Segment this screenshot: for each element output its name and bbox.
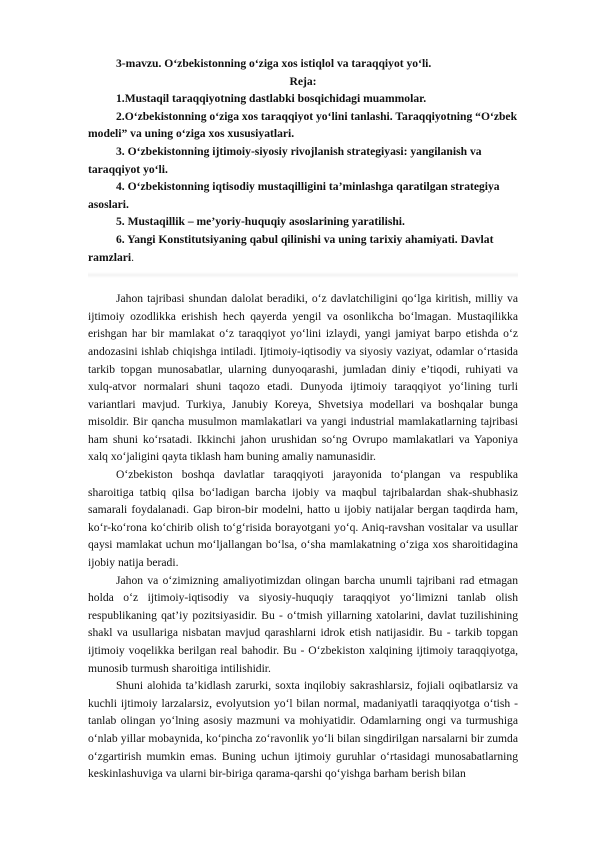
plan-title: Reja: (289, 74, 317, 88)
document-body (88, 290, 518, 783)
plan-item-2: 2.O‘zbekistonning o‘ziga xos taraqqiyot yo‘lini tanlashi. Taraqqiyotning “O‘zbek modeli” va uning o‘ziga xos xususiyatlari. (88, 109, 518, 141)
body-paragraph-2: O‘zbekiston boshqa davlatlar taraqqiyoti jarayonida to‘plangan va respublika sharoitiga tatbiq qilsa bo‘ladigan barcha ijobiy va maqbul tajribalardan shak-shubhasiz samarali foydalanadi. Gap biron-bir modelni, hatto u ijobiy natijalar bergan taqdirda ham, ko‘r-ko‘rona ko‘chirib olish to‘g‘risida borayotgani yo‘q. Aniq-ravshan vositalar va usullar qaysi mamlakat uchun mo‘ljallangan bo‘lsa, o‘sha mamlakatning o‘ziga xos sharoitidagina ijobiy natija beradi. (88, 468, 518, 570)
body-paragraph-4: Shuni alohida ta’kidlash zarurki, soxta inqilobiy sakrashlarsiz, fojiali oqibatlarsiz va kuchli ijtimoiy larzalarsiz, evolyutsion yo‘l bilan normal, madaniyatli taraqqiyotga o‘tish - tanlab olingan yo‘lning asosiy mazmuni va mohiyatidir. Odamlarning ongi va turmushiga o‘nlab yillar mobaynida, ko‘pincha zo‘ravonlik yo‘li bilan singdirilgan narsalarni bir zumda o‘zgartirish mumkin emas. Buning uchun ijtimoiy guruhlar o‘rtasidagi munosabatlarning keskinlashuviga va ularni bir-biriga qarama-qarshi qo‘yishga barham berish bilan (88, 679, 518, 781)
plan-item-4: 4. O‘zbekistonning iqtisodiy mustaqilligini ta’minlashga qaratilgan strategiya asoslari. (88, 180, 500, 211)
document-header (88, 55, 518, 266)
plan-item-6-text: 6. Yangi Konstitutsiyaning qabul qilinishi va uning tarixiy ahamiyati. Davlat ramzlari (88, 232, 494, 264)
plan-end-period: . (131, 250, 135, 264)
plan-item-1: 1.Mustaqil taraqqiyotning dastlabki bosqichidagi muammolar. (116, 92, 427, 106)
plan-item-6 (88, 231, 518, 266)
section-divider (88, 272, 518, 278)
document-page (88, 55, 518, 783)
body-paragraph-3: Jahon va o‘zimizning amaliyotimizdan olingan barcha unumli tajribani rad etmagan holda o‘z ijtimoiy-iqtisodiy va siyosiy-huquqiy taraqqiyot yo‘limizni tanlab olish respublikaning qat’iy pozitsiyasidir. Bu - o‘tmish yillarning xatolarini, davlat tuzilishining shakl va usullariga nisbatan mavjud qarashlarni idrok etish natijasidir. Bu - tarkib topgan ijtimoiy voqelikka berilgan real bahodir. Bu - O‘zbekiston xalqining ijtimoiy taraqqiyotga, munosib turmush sharoitiga intilishidir. (88, 573, 518, 675)
body-paragraph-1: Jahon tajribasi shundan dalolat beradiki, o‘z davlatchiligini qo‘lga kiritish, milliy va ijtimoiy ozodlikka erishish hech qayerda yengil va osonlikcha bo‘lmagan. Mustaqilikka erishgan har bir mamlakat o‘z taraqqiyot yo‘lini izlaydi, yangi jamiyat barpo etishda o‘z andozasini ishlab chiqishga intiladi. Ijtimoiy-iqtisodiy va siyosiy vaziyat, odamlar o‘rtasida tarkib topgan munosabatlar, ularning dunyoqarashi, jumladan diniy e’tiqodi, ruhiyati va xulq-atvor normalari shuni taqozo etadi. Dunyoda ijtimoiy taraqqiyot yo‘lining turli variantlari mavjud. Turkiya, Janubiy Koreya, Shvetsiya modellari va boshqalar bunga misoldir. Bir qancha musulmon mamlakatlari va yangi industrial mamlakatlarning tajribasi ham shuni ko‘rsatadi. Ikkinchi jahon urushidan so‘ng Ovrupo mamlakatlari va Yaponiya xalq xo‘jaligini qayta tiklash ham buning amaliy namunasidir. (88, 292, 518, 464)
plan-item-5: 5. Mustaqillik – me’yoriy-huquqiy asoslarining yaratilishi. (116, 215, 405, 229)
topic-title: 3-mavzu. O‘zbekistonning o‘ziga xos istiqlol va taraqqiyot yo‘li. (116, 57, 432, 70)
plan-item-3: 3. O‘zbekistonning ijtimoiy-siyosiy rivojlanish strategiyasi: yangilanish va taraqqiyot yo‘li. (88, 144, 482, 176)
